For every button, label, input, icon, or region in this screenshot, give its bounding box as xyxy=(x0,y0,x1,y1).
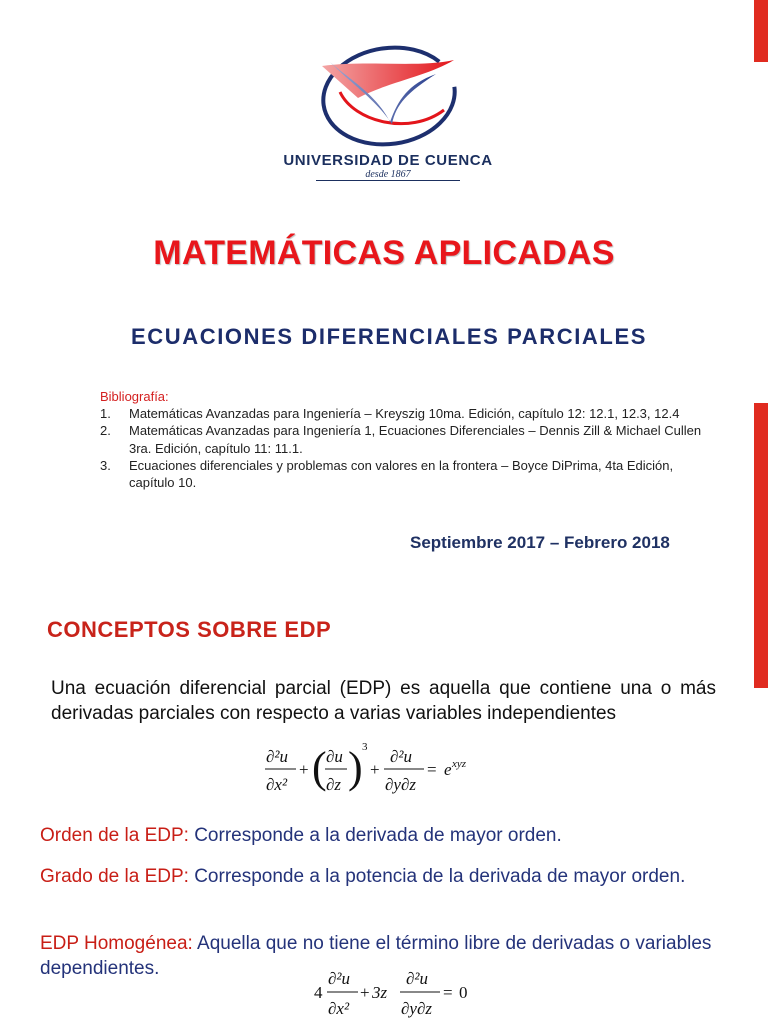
page-subtitle: ECUACIONES DIFERENCIALES PARCIALES xyxy=(130,324,648,349)
definition-degree xyxy=(40,864,730,889)
bibliography-item xyxy=(100,457,720,491)
bibliography-item-number: 3. xyxy=(100,457,111,473)
eq1-den1: ∂x² xyxy=(266,775,288,794)
edge-bar-top xyxy=(754,0,768,62)
intro-paragraph xyxy=(51,676,716,726)
eq1-rhs: e xyxy=(444,760,452,779)
definition-term: Orden de la EDP: xyxy=(40,825,189,846)
since-divider xyxy=(316,180,460,181)
eq1-plus1: + xyxy=(299,760,309,779)
eq2-equals: = xyxy=(443,983,453,1002)
eq2-num2: ∂²u xyxy=(406,969,428,988)
bibliography-item-text: Matemáticas Avanzadas para Ingeniería 1, Ecuaciones Diferenciales – Dennis Zill & Michael Cullen 3ra. Edición, capítulo 11: 11.1. xyxy=(129,423,702,456)
university-name: UNIVERSIDAD DE CUENCA xyxy=(283,152,493,169)
bibliography-item-number: 1. xyxy=(100,406,111,422)
edge-bar-middle xyxy=(754,403,768,688)
eq1-exp: 3 xyxy=(362,741,368,753)
eq1-plus2: + xyxy=(370,760,380,779)
bibliography-item xyxy=(100,422,720,456)
eq1-den2: ∂z xyxy=(326,775,342,794)
eq2-den1: ∂x² xyxy=(328,999,350,1018)
definition-desc: Aquella que no tiene el término libre de derivadas o variables dependientes. xyxy=(40,933,712,979)
section-title: CONCEPTOS SOBRE EDP xyxy=(47,617,332,642)
bibliography-item-number: 2. xyxy=(100,423,111,439)
bibliography-item xyxy=(100,405,720,422)
eq1-den3: ∂y∂z xyxy=(385,775,416,794)
equation-example-2 xyxy=(312,962,482,1022)
definition-desc: Corresponde a la derivada de mayor orden. xyxy=(194,825,562,846)
bibliography-item-text: Matemáticas Avanzadas para Ingeniería – Kreyszig 10ma. Edición, capítulo 12: 12.1, 12.3, 12.4 xyxy=(129,406,680,422)
eq1-num1: ∂²u xyxy=(266,747,288,766)
eq2-den2: ∂y∂z xyxy=(401,999,432,1018)
definition-order xyxy=(40,823,730,848)
intro-text: Una ecuación diferencial parcial (EDP) es aquella que contiene una o más derivadas parciales con respecto a varias variables independientes xyxy=(51,678,716,724)
definition-term: Grado de la EDP: xyxy=(40,866,189,887)
page-title: MATEMÁTICAS APLICADAS xyxy=(153,234,615,272)
eq1-num3: ∂²u xyxy=(390,747,412,766)
eq2-plus: + xyxy=(360,983,370,1002)
eq1-right-paren: ) xyxy=(348,743,363,792)
eq2-rhs: 0 xyxy=(459,983,468,1002)
course-dates: Septiembre 2017 – Febrero 2018 xyxy=(410,533,670,552)
eq1-rhs-exp: xyz xyxy=(452,758,467,770)
eq1-equals: = xyxy=(427,760,437,779)
bibliography-item-text: Ecuaciones diferenciales y problemas con valores en la frontera – Boyce DiPrima, 4ta Edición, capítulo 10. xyxy=(129,457,674,491)
eq1-num2: ∂u xyxy=(326,747,343,766)
eq2-coef2: 3z xyxy=(372,983,388,1002)
definition-desc: Corresponde a la potencia de la derivada de mayor orden. xyxy=(194,866,686,887)
eq1-left-paren: ( xyxy=(312,743,327,792)
bibliography xyxy=(100,388,720,491)
bibliography-heading: Bibliografía: xyxy=(100,389,169,404)
university-since: desde 1867 xyxy=(365,169,411,180)
university-cuenca-logo-icon xyxy=(258,40,518,150)
equation-example-1 xyxy=(262,740,482,802)
eq2-num1: ∂²u xyxy=(328,969,350,988)
eq2-coef1: 4 xyxy=(314,983,323,1002)
definition-term: EDP Homogénea: xyxy=(40,933,193,954)
